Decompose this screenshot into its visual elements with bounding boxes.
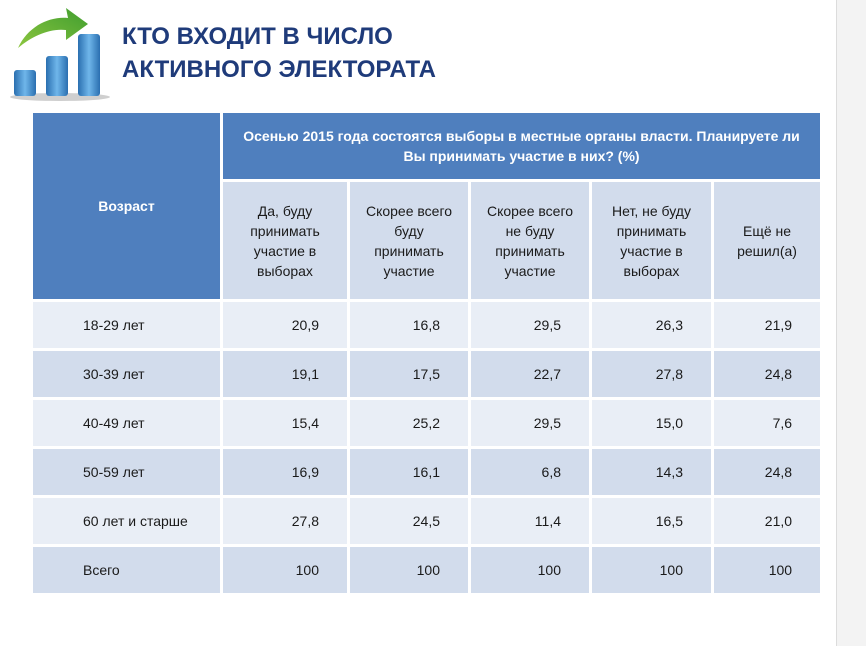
table-cell: 21,0 [713, 497, 822, 546]
table-row [32, 399, 822, 448]
table-cell: 100 [591, 546, 713, 595]
table-cell: 100 [470, 546, 591, 595]
table-cell: 16,8 [349, 301, 470, 350]
table-cell: 14,3 [591, 448, 713, 497]
table-cell: 22,7 [470, 350, 591, 399]
table-cell: 24,5 [349, 497, 470, 546]
row-label: 50-59 лет [32, 448, 222, 497]
table-row [32, 350, 822, 399]
table-cell: 6,8 [470, 448, 591, 497]
column-header-no: Нет, не буду принимать участие в выборах [591, 181, 713, 301]
row-label: 40-49 лет [32, 399, 222, 448]
column-header-probably-no: Скорее всего не буду принимать участие [470, 181, 591, 301]
table-cell: 19,1 [222, 350, 349, 399]
age-column-header: Возраст [32, 112, 222, 301]
slide-edge [836, 0, 866, 646]
table-cell: 29,5 [470, 301, 591, 350]
table-cell: 100 [222, 546, 349, 595]
title-line-2: АКТИВНОГО ЭЛЕКТОРАТА [122, 56, 436, 83]
table-row [32, 301, 822, 350]
table-cell: 16,9 [222, 448, 349, 497]
table-cell: 7,6 [713, 399, 822, 448]
table-cell: 15,0 [591, 399, 713, 448]
column-header-undecided: Ещё не решил(а) [713, 181, 822, 301]
table-cell: 24,8 [713, 350, 822, 399]
table-cell: 24,8 [713, 448, 822, 497]
growth-chart-icon [6, 4, 114, 102]
question-header: Осенью 2015 года состоятся выборы в местные органы власти. Планируете ли Вы принимать участие в них? (%) [222, 112, 822, 181]
page-title [122, 20, 436, 86]
table-cell: 16,5 [591, 497, 713, 546]
table-row-total [32, 546, 822, 595]
table-cell: 100 [349, 546, 470, 595]
table-cell: 17,5 [349, 350, 470, 399]
column-header-yes: Да, буду принимать участие в выборах [222, 181, 349, 301]
table-cell: 27,8 [591, 350, 713, 399]
row-label: Всего [32, 546, 222, 595]
table-cell: 29,5 [470, 399, 591, 448]
electorate-table [30, 110, 823, 596]
table-row [32, 448, 822, 497]
table-cell: 15,4 [222, 399, 349, 448]
title-line-1: КТО ВХОДИТ В ЧИСЛО [122, 23, 393, 50]
table-cell: 27,8 [222, 497, 349, 546]
table-cell: 11,4 [470, 497, 591, 546]
row-label: 18-29 лет [32, 301, 222, 350]
table-cell: 21,9 [713, 301, 822, 350]
column-header-probably-yes: Скорее всего буду принимать участие [349, 181, 470, 301]
table-cell: 16,1 [349, 448, 470, 497]
table-cell: 20,9 [222, 301, 349, 350]
row-label: 60 лет и старше [32, 497, 222, 546]
table-cell: 100 [713, 546, 822, 595]
table-cell: 25,2 [349, 399, 470, 448]
table-cell: 26,3 [591, 301, 713, 350]
table-row [32, 497, 822, 546]
row-label: 30-39 лет [32, 350, 222, 399]
